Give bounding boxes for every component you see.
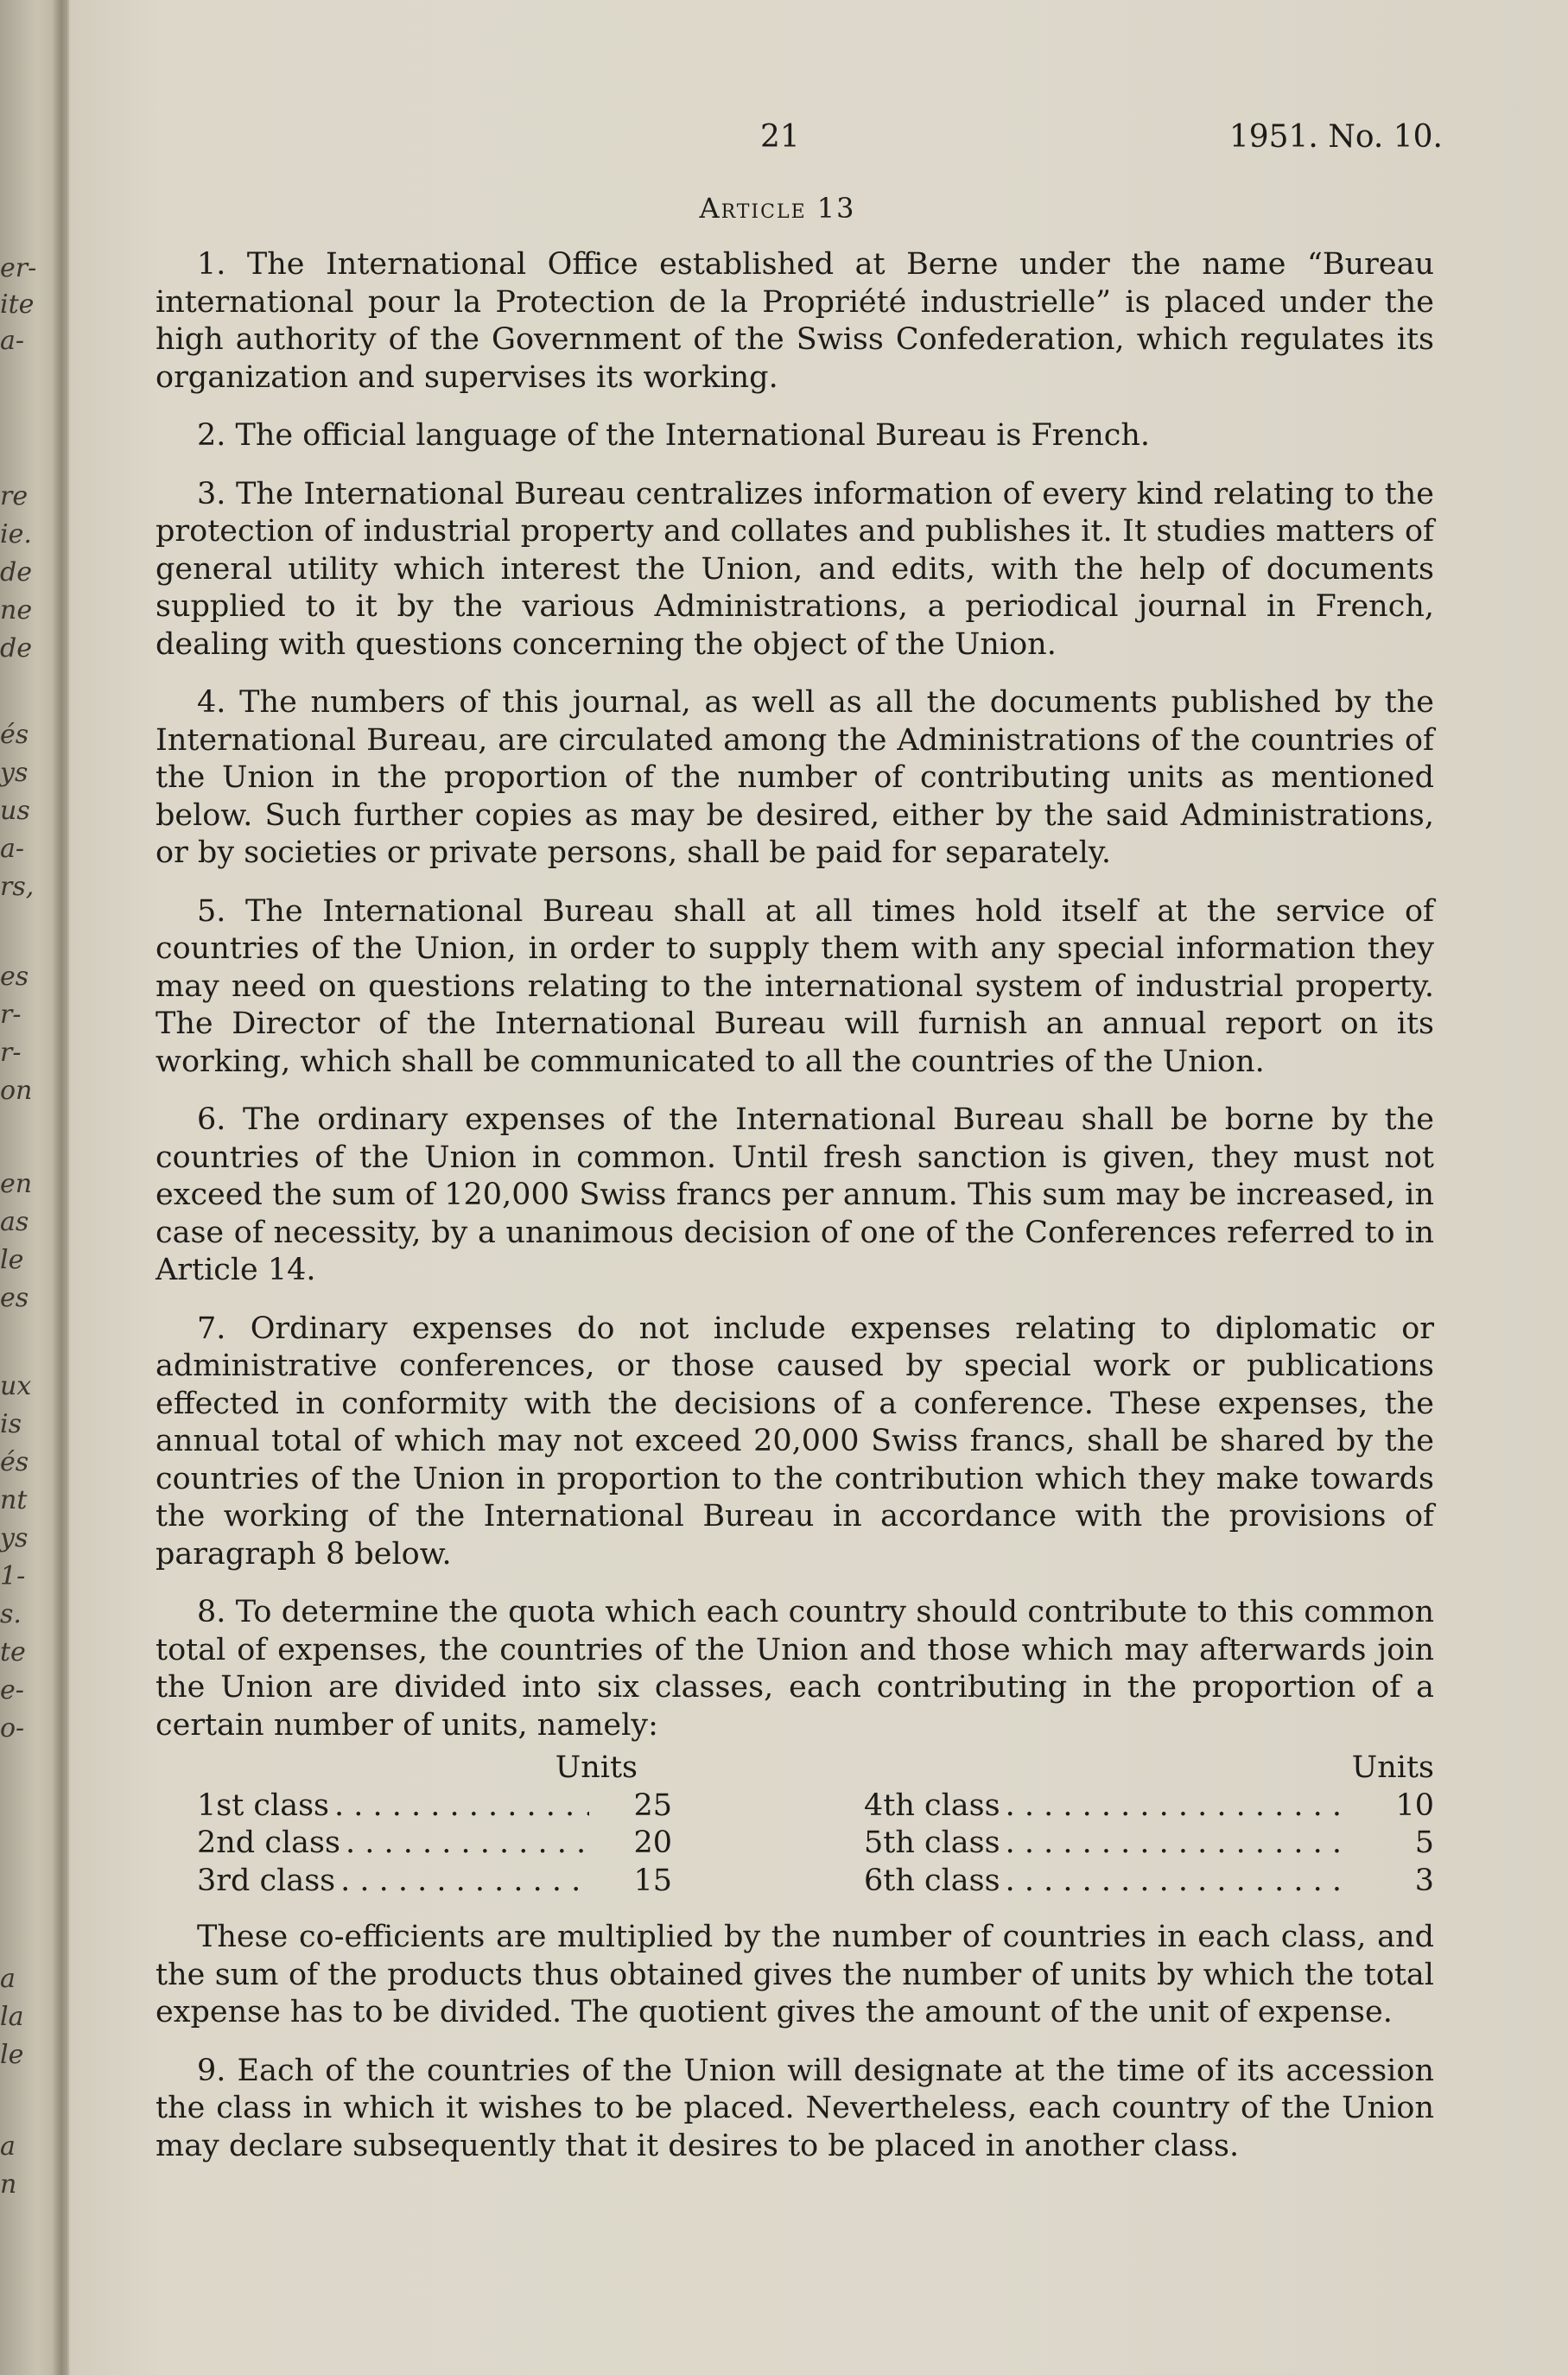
gutter-fragment: en xyxy=(0,1169,33,1199)
gutter-fragment: r- xyxy=(0,1038,22,1068)
class-row xyxy=(197,1825,767,1863)
gutter-fragment: de xyxy=(0,633,32,664)
gutter-fragment: o- xyxy=(0,1713,25,1743)
dot-leader xyxy=(1006,1788,1351,1826)
units-column-header: Units xyxy=(555,1750,638,1785)
gutter-fragment: 1- xyxy=(0,1561,26,1591)
gutter-fragment: us xyxy=(0,796,30,826)
classes-column-left xyxy=(197,1749,767,1900)
gutter-fragment: és xyxy=(0,1447,29,1477)
article-title: Article 13 xyxy=(699,192,856,225)
class-row xyxy=(197,1863,767,1901)
paragraph-5: 5. The International Bureau shall at all times hold itself at the service of countries of the Union, in order to supply them with any special information they may need on questions relating to the international system of industrial property. The Director of the International Bureau will furnish an annual report on its working, which shall be communicated to all the countries of the Union. xyxy=(156,893,1434,1079)
class-name: 5th class xyxy=(864,1826,1000,1860)
gutter-fragment: as xyxy=(0,1207,29,1237)
paragraph-coefficients: These co-efficients are multiplied by the number of countries in each class, and the sum of the products thus obtained gives the number of units by which the total expense has to be divided. The quotient gives the amount of the unit of expense. xyxy=(156,1920,1434,2029)
class-name: 2nd class xyxy=(197,1826,340,1860)
gutter-fragment: rs, xyxy=(0,872,35,902)
gutter-fragment: de xyxy=(0,557,32,587)
paragraph-4: 4. The numbers of this journal, as well as all the documents published by the International Bureau, are circulated among the Administrations of the countries of the Union in the proportion of the number of contributing units as mentioned below. Such further copies as may be desired, either by the said Administrations, or by societies or private persons, shall be paid for separately. xyxy=(156,685,1434,870)
gutter-fragment: a- xyxy=(0,834,25,864)
class-row xyxy=(864,1788,1434,1826)
dot-leader xyxy=(1006,1825,1351,1863)
paragraph-3: 3. The International Bureau centralizes information of every kind relating to the protection of industrial property and collates and publishes it. It studies matters of general utility which interest the Union, and edits, with the help of documents supplied to it by the various Administrations, a periodical journal in French, dealing with questions concerning the object of the Union. xyxy=(156,476,1434,662)
class-name: 1st class xyxy=(197,1788,330,1823)
dot-leader xyxy=(346,1825,589,1863)
class-row xyxy=(864,1863,1434,1901)
paragraph-7: 7. Ordinary expenses do not include expenses relating to diplomatic or administrative conferences, or those caused by special work or publications effected in conformity with the decisions of a conference. These expenses, the annual total of which may not exceed 20,000 Swiss francs, shall be shared by the countries of the Union in proportion to the contribution which they make towards the working of the International Bureau in accordance with the provisions of paragraph 8 below. xyxy=(156,1311,1434,1572)
gutter-fragment: te xyxy=(0,1637,26,1667)
units-column-header: Units xyxy=(1351,1750,1434,1785)
paragraph-1: 1. The International Office established at Berne under the name “Bureau international pour la Protection de la Propriété industrielle” is placed under the high authority of the Government of the Swiss Confederation, which regulates its organization and supervises its working. xyxy=(156,247,1434,395)
page-number: 21 xyxy=(760,119,800,155)
gutter-fragment: ys xyxy=(0,758,29,788)
page-fold-shadow xyxy=(52,0,71,2375)
class-name: 3rd class xyxy=(197,1863,336,1898)
gutter-fragment: ne xyxy=(0,595,33,626)
gutter-fragment: le xyxy=(0,1245,24,1275)
gutter-fragment: ie. xyxy=(0,519,32,549)
gutter-fragment: ite xyxy=(0,289,35,320)
gutter-fragment: n xyxy=(0,2169,17,2200)
gutter-fragment: ux xyxy=(0,1371,32,1401)
paragraph-6: 6. The ordinary expenses of the International Bureau shall be borne by the countries of the Union in common. Until fresh sanction is given, they must not exceed the sum of 120,000 Swiss francs per annum. This sum may be increased, in case of necessity, by a unanimous decision of one of the Conferences referred to in Article 14. xyxy=(156,1102,1434,1287)
gutter-fragment: és xyxy=(0,720,29,750)
gutter-fragment: s. xyxy=(0,1599,22,1629)
units-classes-table xyxy=(156,1749,1434,1900)
article-body xyxy=(156,246,1434,2186)
gutter-fragment: a xyxy=(0,1964,16,1994)
class-row xyxy=(197,1788,767,1826)
gutter-fragment: a xyxy=(0,2131,16,2162)
class-name: 4th class xyxy=(864,1788,1000,1823)
gutter-fragment: nt xyxy=(0,1485,28,1515)
gutter-fragment: a- xyxy=(0,326,25,356)
gutter-fragment: er- xyxy=(0,253,37,283)
page-header xyxy=(156,119,1443,162)
classes-column-right xyxy=(864,1749,1434,1900)
class-units: 25 xyxy=(633,1788,672,1823)
gutter-fragment: is xyxy=(0,1409,22,1439)
class-units: 3 xyxy=(1414,1863,1434,1898)
gutter-fragment: r- xyxy=(0,1000,22,1030)
gutter-fragment: es xyxy=(0,1283,29,1313)
gutter-fragment: le xyxy=(0,2040,24,2070)
class-units: 10 xyxy=(1395,1788,1434,1823)
gutter-fragment: es xyxy=(0,962,29,992)
class-units: 5 xyxy=(1414,1826,1434,1860)
gutter-fragment: on xyxy=(0,1076,33,1106)
dot-leader xyxy=(334,1788,589,1826)
paragraph-8: 8. To determine the quota which each country should contribute to this common total of expenses, the countries of the Union and those which may afterwards join the Union are divided into six classes, each contributing in the proportion of a certain number of units, namely: xyxy=(156,1595,1434,1743)
class-row xyxy=(864,1825,1434,1863)
gutter-fragment: la xyxy=(0,2002,24,2032)
gutter-fragment: re xyxy=(0,481,29,511)
dot-leader xyxy=(1006,1863,1351,1901)
class-units: 15 xyxy=(633,1863,672,1898)
class-units: 20 xyxy=(633,1826,672,1860)
paragraph-9: 9. Each of the countries of the Union will designate at the time of its accession the class in which it wishes to be placed. Nevertheless, each country of the Union may declare subsequently that it desires to be placed in another class. xyxy=(156,2053,1434,2163)
class-name: 6th class xyxy=(864,1863,1000,1898)
dot-leader xyxy=(340,1863,589,1901)
gutter-fragment: ys xyxy=(0,1523,29,1553)
paragraph-2: 2. The official language of the International Bureau is French. xyxy=(197,418,1151,453)
document-reference: 1951. No. 10. xyxy=(1228,119,1443,155)
gutter-fragment: e- xyxy=(0,1675,24,1705)
